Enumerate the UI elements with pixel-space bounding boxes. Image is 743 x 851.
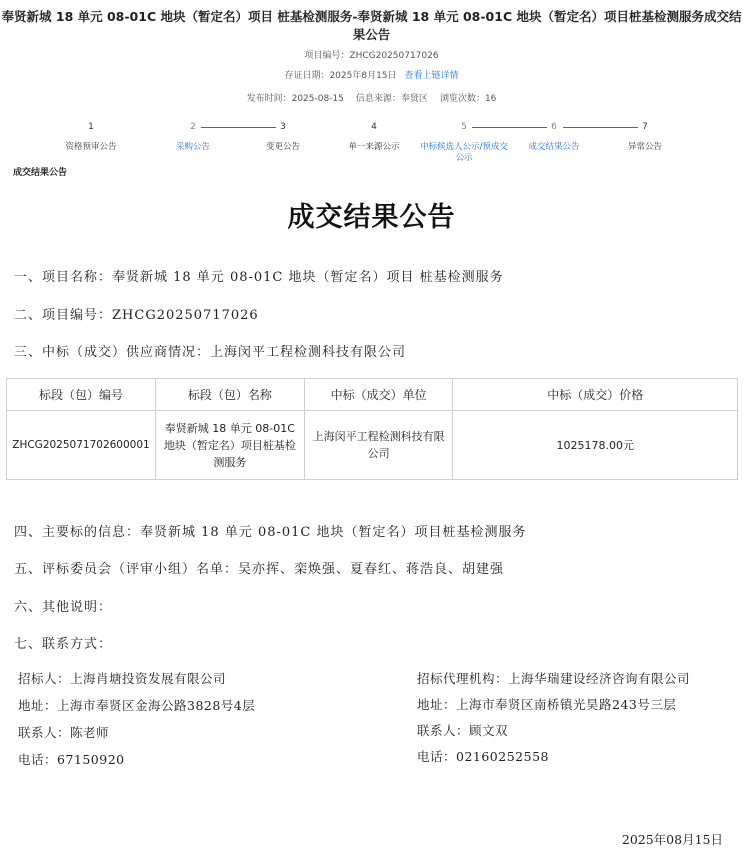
step-label: 成交结果公告 bbox=[528, 142, 580, 152]
step-number: 7 bbox=[642, 122, 648, 132]
footer-date: 2025年08月15日 bbox=[621, 832, 723, 847]
section-project-name: 一、项目名称：奉贤新城 18 单元 08-01C 地块（暂定名）项目 桩基检测服务 bbox=[14, 270, 504, 285]
step-number: 2 bbox=[190, 122, 196, 132]
step-3[interactable] bbox=[238, 121, 328, 153]
tenderer-person: 联系人：陈老师 bbox=[18, 725, 110, 740]
step-1[interactable] bbox=[46, 121, 136, 153]
current-notice-tag: 成交结果公告 bbox=[13, 168, 68, 178]
cell-lot-name: 奉贤新城 18 单元 08-01C 地块（暂定名）项目桩基检测服务 bbox=[155, 411, 304, 480]
storage-date-line bbox=[0, 68, 743, 81]
step-label: 资格预审公告 bbox=[65, 142, 117, 152]
tenderer-name: 招标人：上海肖塘投资发展有限公司 bbox=[18, 671, 227, 686]
project-code: ZHCG20250717026 bbox=[349, 51, 439, 61]
cell-winner: 上海闵平工程检测科技有限公司 bbox=[304, 411, 453, 480]
agency-phone: 电话：02160252558 bbox=[417, 749, 549, 764]
process-steps bbox=[46, 121, 696, 165]
document-title: 成交结果公告 bbox=[287, 202, 456, 233]
section-supplier: 三、中标（成交）供应商情况：上海闵平工程检测科技有限公司 bbox=[14, 345, 407, 360]
cell-price: 1025178.00元 bbox=[453, 411, 738, 480]
contact-agency bbox=[417, 670, 735, 766]
page-title: 奉贤新城 18 单元 08-01C 地块（暂定名）项目 桩基检测服务-奉贤新城 18 单元 08-01C 地块（暂定名）项目桩基检测服务成交结果公告 bbox=[1, 9, 742, 42]
publish-time: 2025-08-15 bbox=[291, 94, 344, 104]
section-committee: 五、评标委员会（评审小组）名单：吴亦挥、栾焕强、夏春红、蒋浩良、胡建强 bbox=[14, 562, 505, 577]
step-label: 中标候选人公示/预成交公示 bbox=[420, 142, 508, 163]
header-price: 中标（成交）价格 bbox=[453, 379, 738, 411]
step-4[interactable] bbox=[329, 121, 419, 153]
source-label: 信息来源： bbox=[355, 94, 401, 104]
step-number: 5 bbox=[461, 122, 467, 132]
project-code-line bbox=[0, 48, 743, 61]
step-2[interactable] bbox=[148, 121, 238, 153]
result-table bbox=[6, 378, 738, 480]
step-label: 变更公告 bbox=[265, 142, 300, 152]
step-7[interactable] bbox=[600, 121, 690, 153]
step-5[interactable] bbox=[419, 121, 509, 164]
step-number: 3 bbox=[280, 122, 286, 132]
project-code-label: 项目编号： bbox=[304, 51, 350, 61]
step-label: 单一来源公示 bbox=[348, 142, 400, 152]
step-6[interactable] bbox=[509, 121, 599, 153]
table-row bbox=[7, 411, 738, 480]
table-header-row bbox=[7, 379, 738, 411]
views-count: 16 bbox=[484, 94, 497, 104]
storage-date: 2025年8月15日 bbox=[329, 71, 397, 81]
step-number: 4 bbox=[371, 122, 377, 132]
header-lot-code: 标段（包）编号 bbox=[7, 379, 156, 411]
contact-tenderer bbox=[18, 670, 398, 769]
source: 奉贤区 bbox=[400, 94, 428, 104]
agency-person: 联系人：顾文双 bbox=[417, 723, 509, 738]
header-winner: 中标（成交）单位 bbox=[304, 379, 453, 411]
tenderer-address: 地址：上海市奉贤区金海公路3828号4层 bbox=[18, 698, 256, 713]
agency-name: 招标代理机构：上海华瑞建设经济咨询有限公司 bbox=[417, 671, 691, 686]
step-label: 异常公告 bbox=[627, 142, 662, 152]
step-number: 1 bbox=[88, 122, 94, 132]
header-lot-name: 标段（包）名称 bbox=[155, 379, 304, 411]
storage-date-label: 存证日期： bbox=[284, 71, 330, 81]
tenderer-phone: 电话：67150920 bbox=[18, 752, 125, 767]
publish-info-line bbox=[0, 91, 743, 104]
views-label: 浏览次数： bbox=[439, 94, 485, 104]
section-main-subject: 四、主要标的信息：奉贤新城 18 单元 08-01C 地块（暂定名）项目桩基检测服务 bbox=[14, 525, 527, 540]
step-number: 6 bbox=[551, 122, 557, 132]
section-contact: 七、联系方式： bbox=[14, 637, 113, 652]
agency-address: 地址：上海市奉贤区南桥镇光昊路243号三层 bbox=[417, 697, 677, 712]
section-other-notes: 六、其他说明： bbox=[14, 600, 113, 615]
publish-label: 发布时间： bbox=[246, 94, 292, 104]
step-label: 采购公告 bbox=[175, 142, 210, 152]
chain-detail-link[interactable]: 查看上链详情 bbox=[404, 71, 459, 81]
section-project-code: 二、项目编号：ZHCG20250717026 bbox=[14, 308, 259, 323]
cell-lot-code: ZHCG2025071702600001 bbox=[7, 411, 156, 480]
